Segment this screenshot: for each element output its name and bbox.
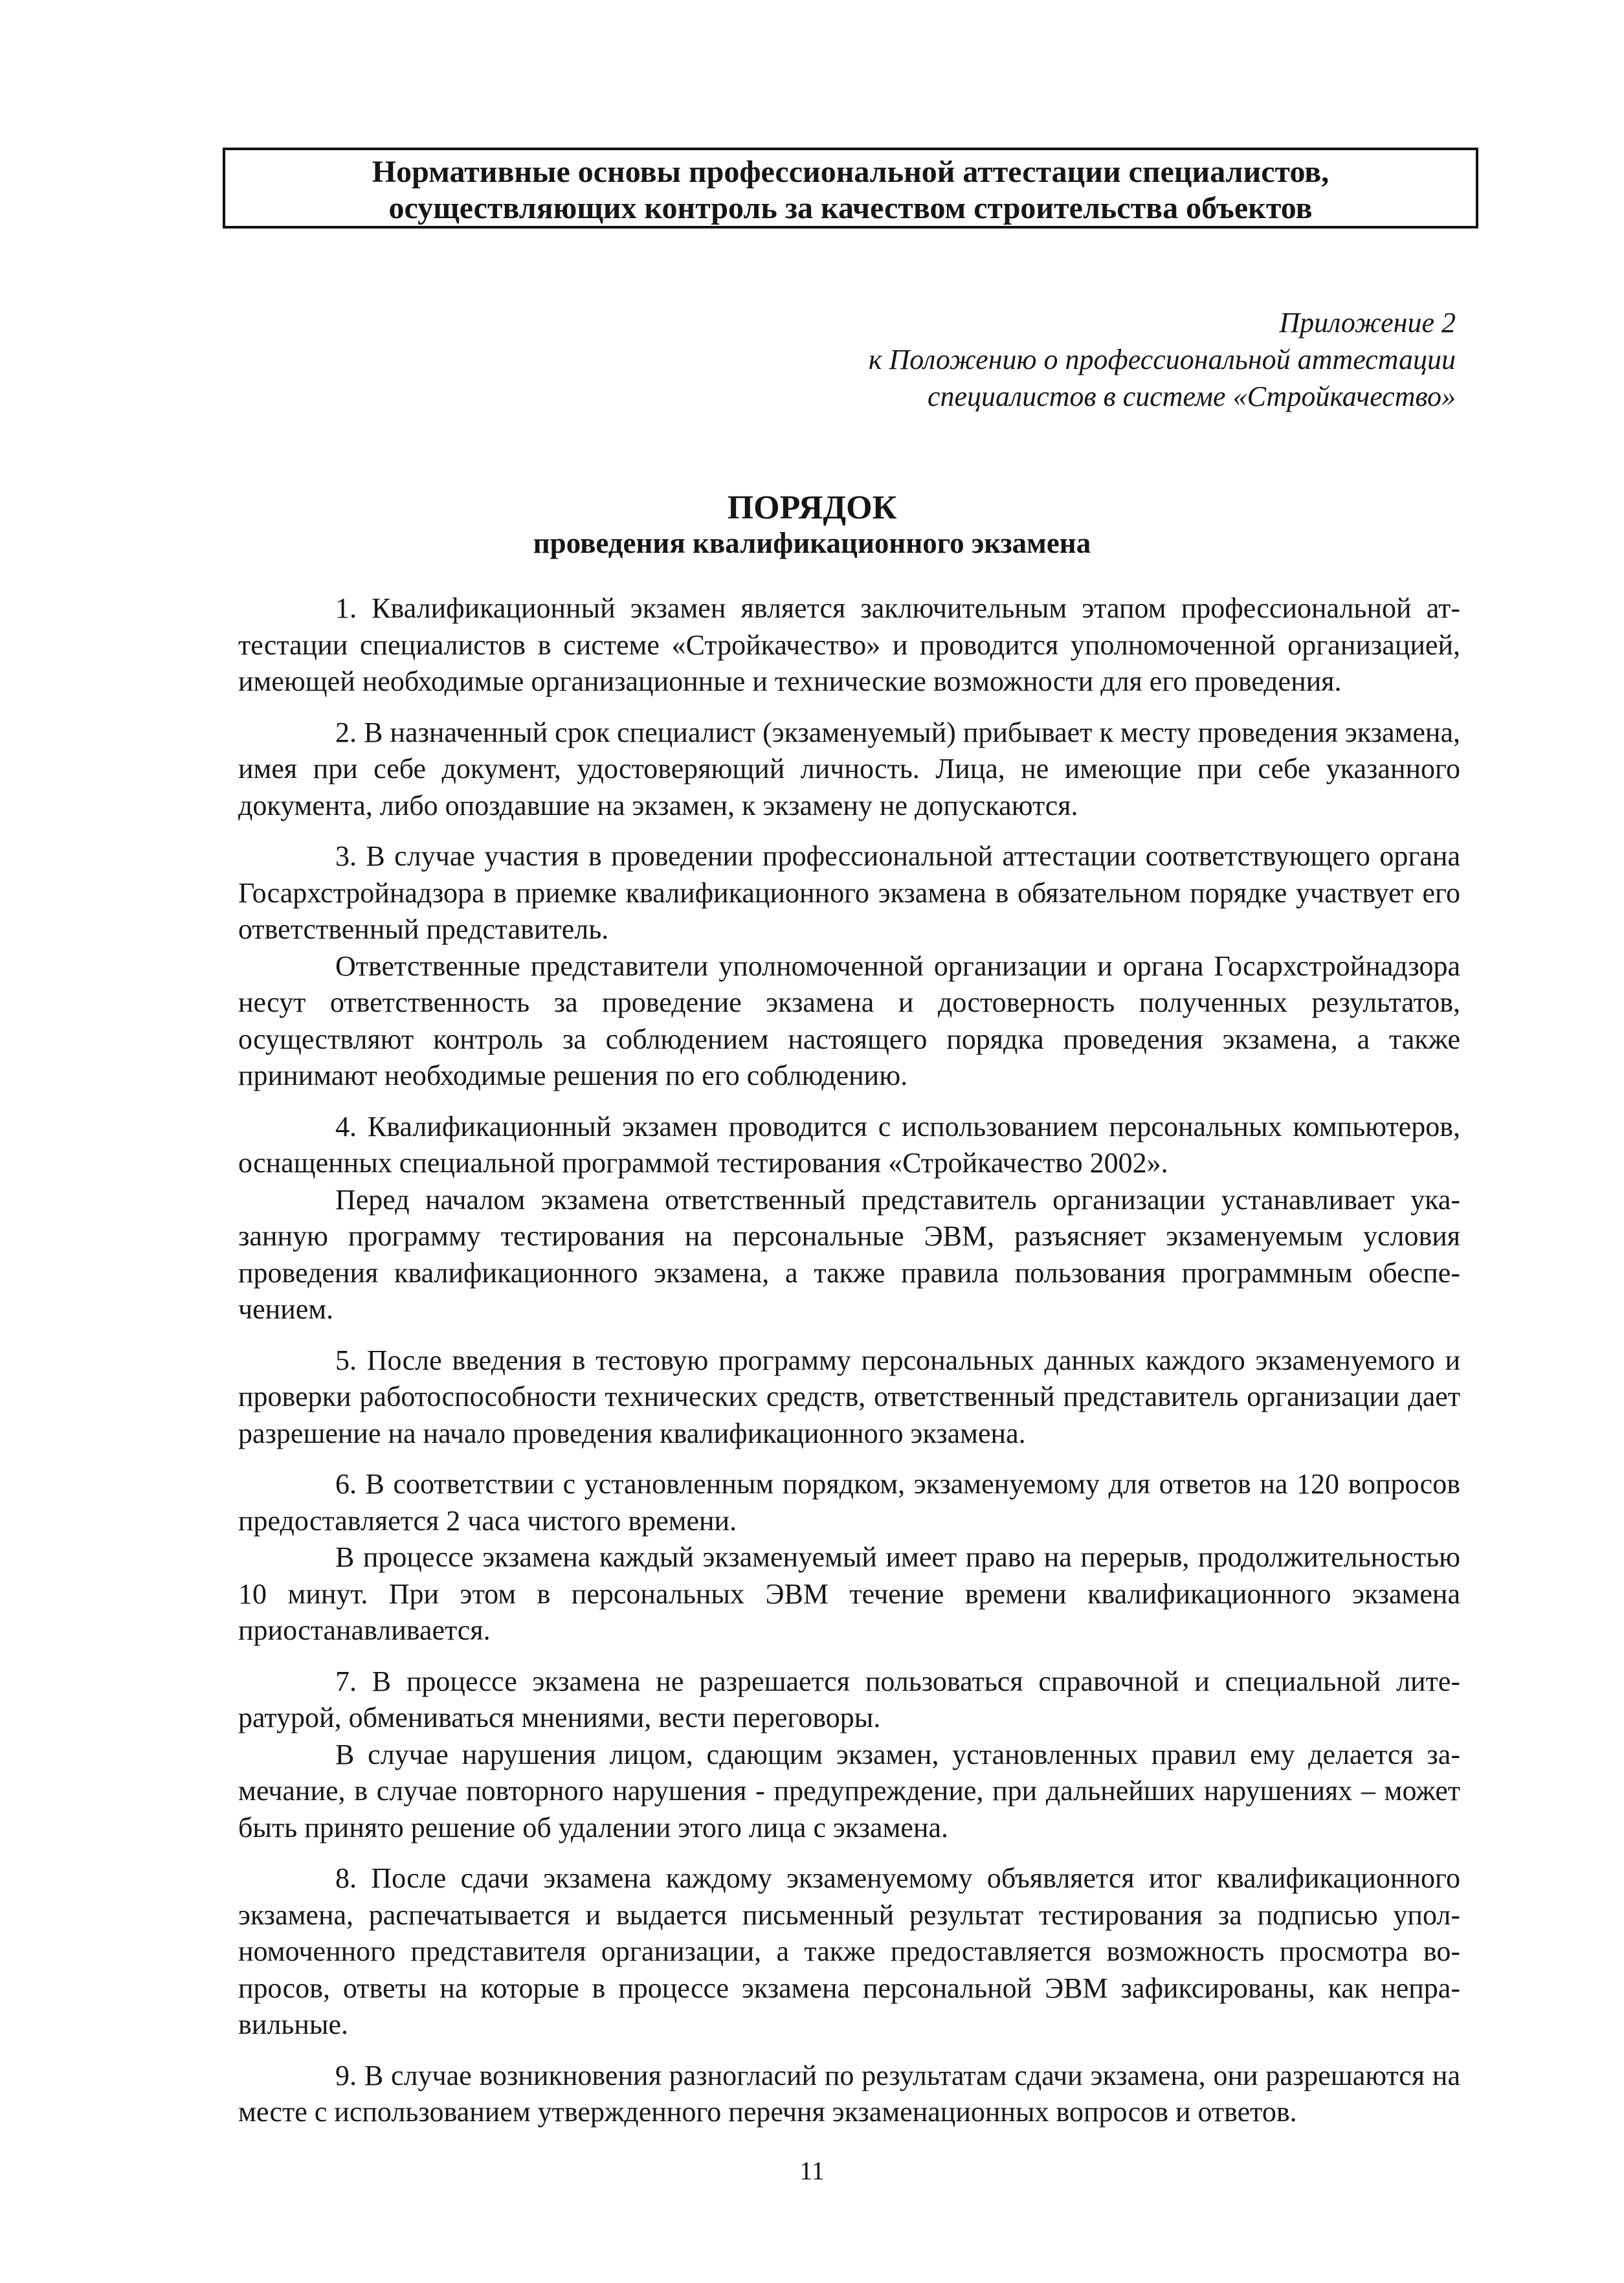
paragraph-9: 9. В случае возникновения разногласий по результатам сдачи экзамена, они разрешаются на месте с использованием утвержденного перечня экзаменационных вопросов и ответов. xyxy=(238,2059,1460,2128)
paragraph-8: 8. После сдачи экзамена каждому экзаменуемому объявляется итог квалификационного экзамена, распечатывается и выдается письменный результат тестирования за подписью уполномоченного представителя организации, а также предоставляется возможность просмотра вопросов, ответы на которые в процессе экзамена персональной ЭВМ зафиксированы, как неправильные. xyxy=(238,1862,1460,2040)
appendix-line-1: Приложение 2 xyxy=(1279,307,1456,339)
header-line-1: Нормативные основы профессиональной аттестации специалистов, xyxy=(372,155,1329,189)
paragraph-6-continued: В процессе экзамена каждый экзаменуемый имеет право на перерыв, продолжительностью 10 минут. При этом в персональных ЭВМ течение времени квалификационного экзамена приостанавливается. xyxy=(238,1541,1460,1646)
appendix-line-2: к Положению о профессиональной аттестации xyxy=(868,344,1456,375)
document-header-box xyxy=(223,148,1478,228)
paragraph-6: 6. В соответствии с установленным порядком, экзаменуемому для ответов на 120 вопросов предоставляется 2 часа чистого времени. xyxy=(238,1468,1460,1537)
page-number: 11 xyxy=(799,2156,825,2185)
appendix-line-3: специалистов в системе «Стройкачество» xyxy=(927,381,1456,412)
paragraph-7-continued: В случае нарушения лицом, сдающим экзамен, установленных правил ему делается замечание, в случае повторного нарушения - предупреждение, при дальнейших нарушениях – может быть принято решение об удалении этого лица с экзамена. xyxy=(238,1738,1460,1843)
appendix-reference xyxy=(869,304,1456,415)
paragraph-3: 3. В случае участия в проведении профессиональной аттестации соответствующего органа Госархстройнадзора в приемке квалификационного экзамена в обязательном порядке участвует его ответственный представитель. xyxy=(238,840,1460,945)
document-subtitle: проведения квалификационного экзамена xyxy=(533,527,1091,559)
header-line-2: осуществляющих контроль за качеством строительства объектов xyxy=(388,191,1313,225)
paragraph-4-continued: Перед началом экзамена ответственный представитель организации устанавливает указанную программу тестирования на персональные ЭВМ, разъясняет экзаменуемым условия проведения квалификационного экзамена, а также правила пользования программным обеспечением. xyxy=(238,1183,1460,1325)
paragraph-3-continued: Ответственные представители уполномоченной организации и органа Госархстройнадзора несут ответственность за проведение экзамена и достоверность полученных результатов, осуществляют контроль за соблюдением настоящего порядка проведения экзамена, а также принимают необходимые решения по его соблюдению. xyxy=(238,950,1460,1091)
document-body xyxy=(238,590,1460,2131)
paragraph-5: 5. После введения в тестовую программу персональных данных каждого экзаменуемого и проверки работоспособности технических средств, ответственный представитель организации дает разрешение на начало проведения квалификационного экзамена. xyxy=(238,1344,1460,1449)
paragraph-7: 7. В процессе экзамена не разрешается пользоваться справочной и специальной литературой, обмениваться мнениями, вести переговоры. xyxy=(238,1665,1460,1733)
paragraph-2: 2. В назначенный срок специалист (экзаменуемый) прибывает к месту проведения экзамена, имея при себе документ, удостоверяющий личность. Лица, не имеющие при себе указанного документа, либо опоздавшие на экзамен, к экзамену не допускаются. xyxy=(238,716,1460,821)
document-title: ПОРЯДОК xyxy=(727,489,897,526)
paragraph-1: 1. Квалификационный экзамен является заключительным этапом профессиональной аттестации специалистов в системе «Стройкачество» и проводится уполномоченной организацией, имеющей необходимые организационные и технические возможности для его проведения. xyxy=(238,592,1460,697)
paragraph-4: 4. Квалификационный экзамен проводится с использованием персональных компьютеров, оснащенных специальной программой тестирования «Стройкачество 2002». xyxy=(238,1110,1460,1179)
